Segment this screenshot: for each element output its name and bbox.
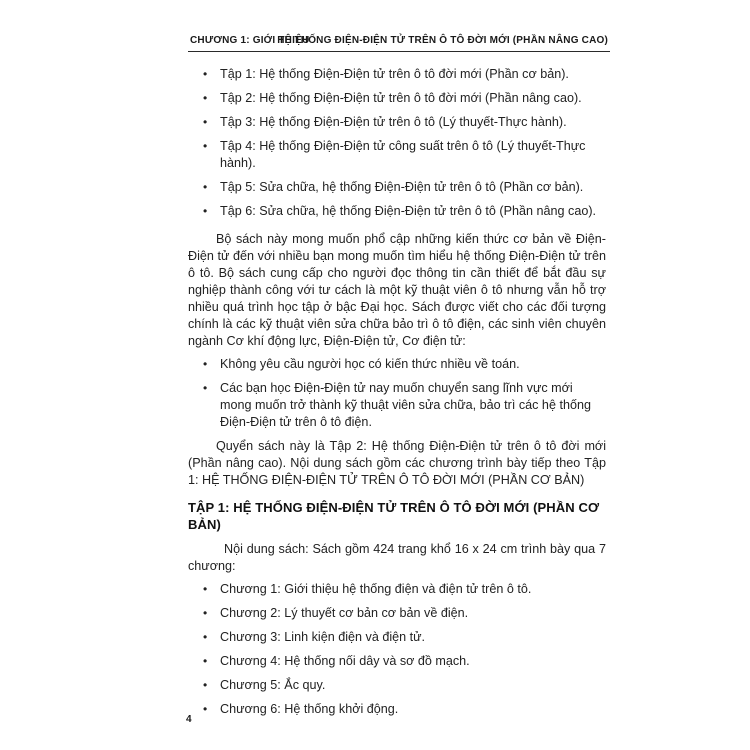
bullet-icon: • bbox=[203, 357, 208, 371]
bullet-icon: • bbox=[203, 606, 208, 620]
bullet-icon: • bbox=[203, 139, 208, 153]
list-item: • Chương 4: Hệ thống nối dây và sơ đồ mạch. bbox=[203, 654, 470, 668]
bullet-icon: • bbox=[203, 67, 208, 81]
chapter-list bbox=[188, 581, 606, 718]
list-item: • Không yêu cầu người học có kiến thức nhiều về toán. bbox=[203, 357, 520, 371]
page-number: 4 bbox=[186, 714, 192, 725]
audience-list bbox=[188, 356, 606, 431]
list-item: • Tập 5: Sửa chữa, hệ thống Điện-Điện tử trên ô tô (Phần cơ bản). bbox=[203, 180, 584, 194]
header-rule bbox=[188, 51, 610, 52]
section-title: TẬP 1: HỆ THỐNG ĐIỆN-ĐIỆN TỬ TRÊN Ô TÔ ĐỜI MỚI (PHẦN CƠ BẢN) bbox=[188, 500, 600, 532]
list-item: • Chương 6: Hệ thống khởi động. bbox=[203, 702, 399, 716]
bullet-icon: • bbox=[203, 381, 208, 395]
list-item: • Tập 4: Hệ thống Điện-Điện tử công suất trên ô tô (Lý thuyết-Thực hành). bbox=[203, 139, 586, 170]
list-item: • Chương 5: Ắc quy. bbox=[203, 678, 326, 692]
bullet-icon: • bbox=[203, 678, 208, 692]
bullet-icon: • bbox=[203, 204, 208, 218]
bullet-icon: • bbox=[203, 582, 208, 596]
list-item: • Chương 3: Linh kiện điện và điện tử. bbox=[203, 630, 426, 644]
bullet-icon: • bbox=[203, 654, 208, 668]
list-item: • Tập 6: Sửa chữa, hệ thống Điện-Điện tử trên ô tô (Phần nâng cao). bbox=[203, 204, 597, 218]
list-item: • Tập 2: Hệ thống Điện-Điện tử trên ô tô đời mới (Phần nâng cao). bbox=[203, 91, 582, 105]
list-item: • Tập 3: Hệ thống Điện-Điện tử trên ô tô (Lý thuyết-Thực hành). bbox=[203, 115, 567, 129]
volume-paragraph: Quyển sách này là Tập 2: Hệ thống Điện-Điện tử trên ô tô đời mới (Phần nâng cao). Nội dung sách gồm các chương trình bày tiếp theo Tập 1: HỆ THỐNG ĐIỆN-ĐIỆN TỬ TRÊN Ô TÔ ĐỜI MỚI (PHẦN CƠ BẢN) bbox=[188, 439, 606, 487]
running-header bbox=[188, 33, 608, 49]
intro-paragraph: Bộ sách này mong muốn phổ cập những kiến thức cơ bản về Điện-Điện tử đến với nhiều bạn mong muốn tìm hiểu hệ thống Điện-Điện tử trên ô tô. Bộ sách cung cấp cho người đọc thông tin cần thiết để bắt đầu sự nghiệp thành công với tư cách là một kỹ thuật viên ô tô nhưng vẫn hỗ trợ nhiều quá trình học tập ở bậc Đại học. Sách được viết cho các đối tượng chính là các kỹ thuật viên sửa chữa bảo trì ô tô điện, các sinh viên chuyên ngành Cơ khí động lực, Điện-Điện tử, Cơ điện tử: bbox=[188, 232, 606, 348]
list-item: • Các bạn học Điện-Điện tử nay muốn chuyển sang lĩnh vực mới mong muốn trở thành kỹ thuật viên sửa chữa, bảo trì các hệ thống Điện-Điện tử trên ô tô điện. bbox=[203, 381, 591, 429]
bullet-icon: • bbox=[203, 115, 208, 129]
list-item: • Chương 2: Lý thuyết cơ bản cơ bản về điện. bbox=[203, 606, 469, 620]
list-item: • Tập 1: Hệ thống Điện-Điện tử trên ô tô đời mới (Phần cơ bản). bbox=[203, 67, 569, 81]
header-chapter: CHƯƠNG 1: GIỚI THIỆU bbox=[190, 35, 310, 46]
bullet-icon: • bbox=[203, 702, 208, 716]
bullet-icon: • bbox=[203, 91, 208, 105]
volume-list bbox=[188, 66, 606, 220]
bullet-icon: • bbox=[203, 180, 208, 194]
bullet-icon: • bbox=[203, 630, 208, 644]
page-body bbox=[188, 60, 606, 725]
content-paragraph: Nội dung sách: Sách gồm 424 trang khổ 16 x 24 cm trình bày qua 7 chương: bbox=[188, 542, 606, 573]
list-item: • Chương 1: Giới thiệu hệ thống điện và điện tử trên ô tô. bbox=[203, 582, 532, 596]
header-book-title: HỆ THỐNG ĐIỆN-ĐIỆN TỬ TRÊN Ô TÔ ĐỜI MỚI (PHẦN NÂNG CAO) bbox=[277, 35, 608, 46]
